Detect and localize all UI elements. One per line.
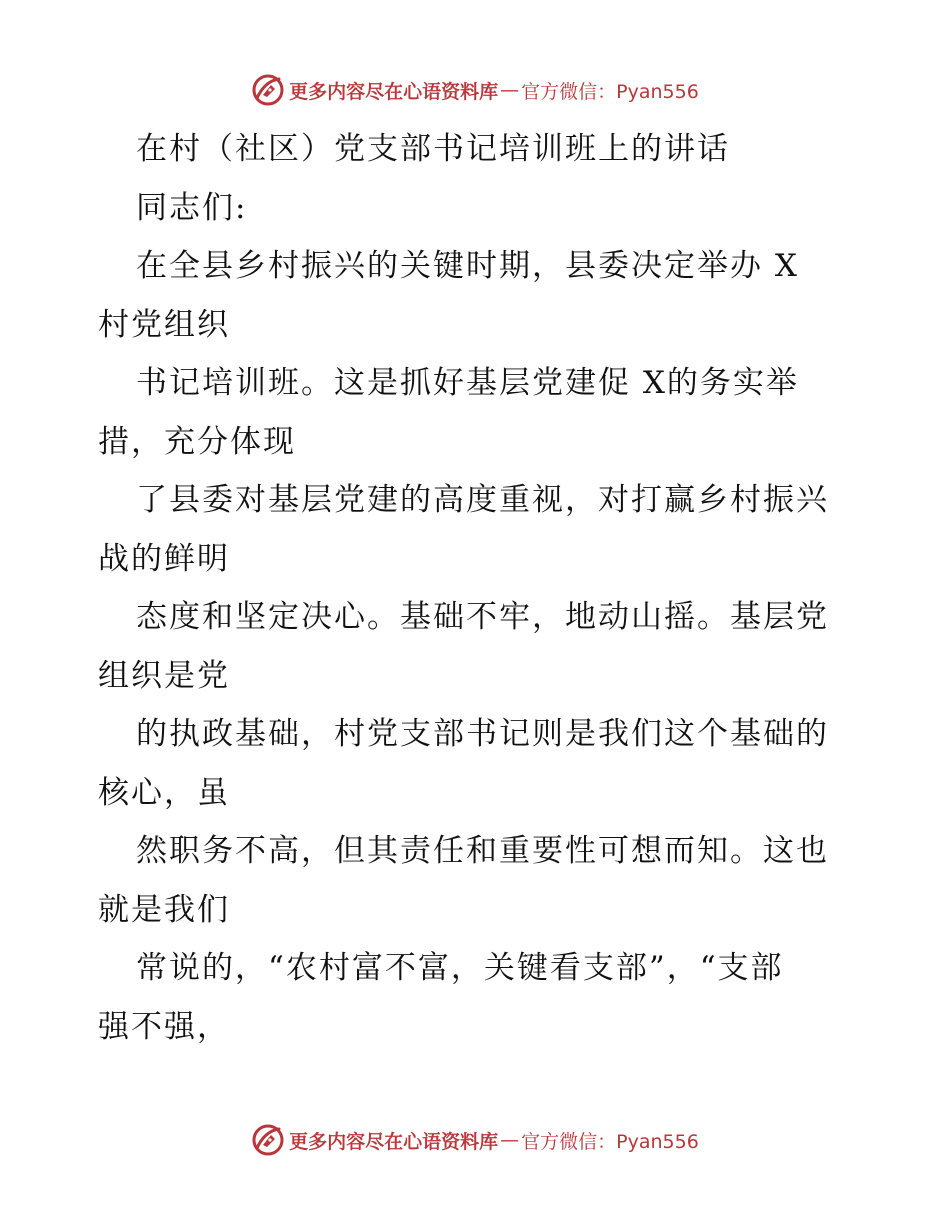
document-title: 在村（社区）党支部书记培训班上的讲话	[136, 131, 730, 167]
paragraph-line: 战的鲜明	[98, 540, 230, 577]
paragraph-line: 书记培训班。这是抓好基层党建促 X的务实举	[136, 365, 799, 401]
banner-brand-text: 更多内容尽在心语资料库	[289, 1130, 499, 1153]
paragraph-line: 组织是党	[98, 657, 230, 694]
paragraph-line: 的执政基础，村党支部书记则是我们这个基础的	[136, 716, 829, 752]
paragraph-line: 核心，虽	[98, 774, 230, 811]
footer-banner	[0, 1120, 950, 1160]
banner-contact-text: 官方微信：Pyan556	[521, 80, 699, 103]
paragraph-line: 在全县乡村振兴的关键时期，县委决定举办 X	[136, 248, 799, 284]
header-banner	[0, 70, 950, 110]
paragraph-line: 了县委对基层党建的高度重视，对打赢乡村振兴	[136, 482, 829, 518]
document-body	[98, 120, 858, 1056]
paragraph-line: 态度和坚定决心。基础不牢，地动山摇。基层党	[136, 599, 829, 635]
banner-contact-text: 官方微信：Pyan556	[521, 1130, 699, 1153]
paragraph-line: 强不强，	[98, 1008, 230, 1045]
banner-separator: —	[500, 1129, 520, 1151]
paragraph-line: 村党组织	[98, 306, 230, 343]
pen-nib-logo-icon	[251, 73, 285, 107]
banner-separator: —	[500, 79, 520, 101]
paragraph-line: 常说的，“农村富不富，关键看支部”，“支部	[136, 950, 784, 986]
paragraph-line: 然职务不高，但其责任和重要性可想而知。这也	[136, 833, 829, 869]
banner-brand-text: 更多内容尽在心语资料库	[289, 80, 499, 103]
salutation: 同志们:	[136, 189, 248, 226]
paragraph-line: 措，充分体现	[98, 423, 296, 460]
paragraph-line: 就是我们	[98, 891, 230, 928]
pen-nib-logo-icon	[251, 1123, 285, 1157]
